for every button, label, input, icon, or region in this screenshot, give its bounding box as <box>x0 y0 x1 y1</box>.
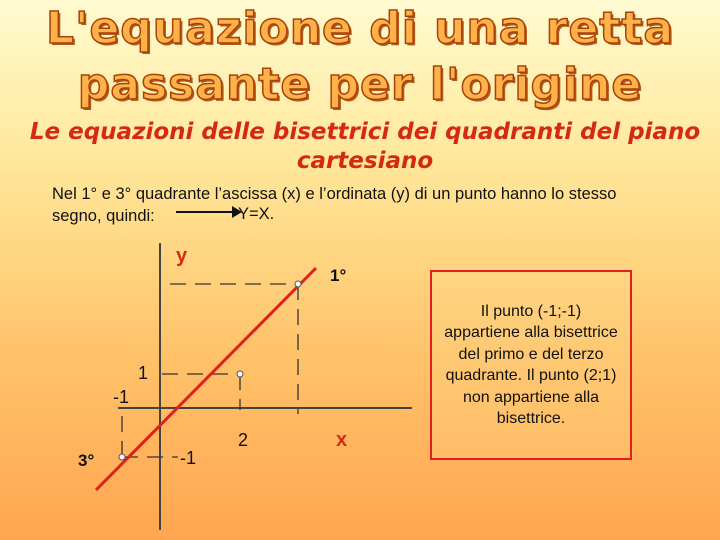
note-box <box>430 270 632 460</box>
bisector-line <box>96 268 316 490</box>
tick-label-y-1: 1 <box>138 363 149 383</box>
x-axis-label: x <box>336 429 348 451</box>
slide-subtitle: Le equazioni delle bisettrici dei quadranti del piano cartesiano <box>29 119 701 174</box>
tick-label-y-neg1: -1 <box>180 448 197 468</box>
quadrant-3-label: 3° <box>78 451 95 470</box>
y-axis-label: y <box>176 245 188 267</box>
tick-label-x-2: 2 <box>238 430 249 450</box>
point-q1 <box>295 281 301 287</box>
quadrant-1-label: 1° <box>330 266 347 285</box>
slide-title-line-2: passante per l'origine <box>77 59 643 110</box>
point-neg1-neg1 <box>119 454 125 460</box>
body-line-2: segno, quindi: <box>52 207 155 225</box>
note-text: Il punto (-1;-1) appartiene alla bisettrice del primo e del terzo quadrante. Il punto (2;1) non appartiene alla bisettrice. <box>444 302 618 427</box>
bisector-equation: Y=X. <box>238 205 275 223</box>
point-2-1 <box>237 371 243 377</box>
body-line-1: Nel 1° e 3° quadrante l’ascissa (x) e l’ordinata (y) di un punto hanno lo stesso <box>52 185 617 203</box>
tick-label-x-neg1: -1 <box>113 387 130 407</box>
slide-title-line-1: L'equazione di una retta <box>45 3 675 54</box>
